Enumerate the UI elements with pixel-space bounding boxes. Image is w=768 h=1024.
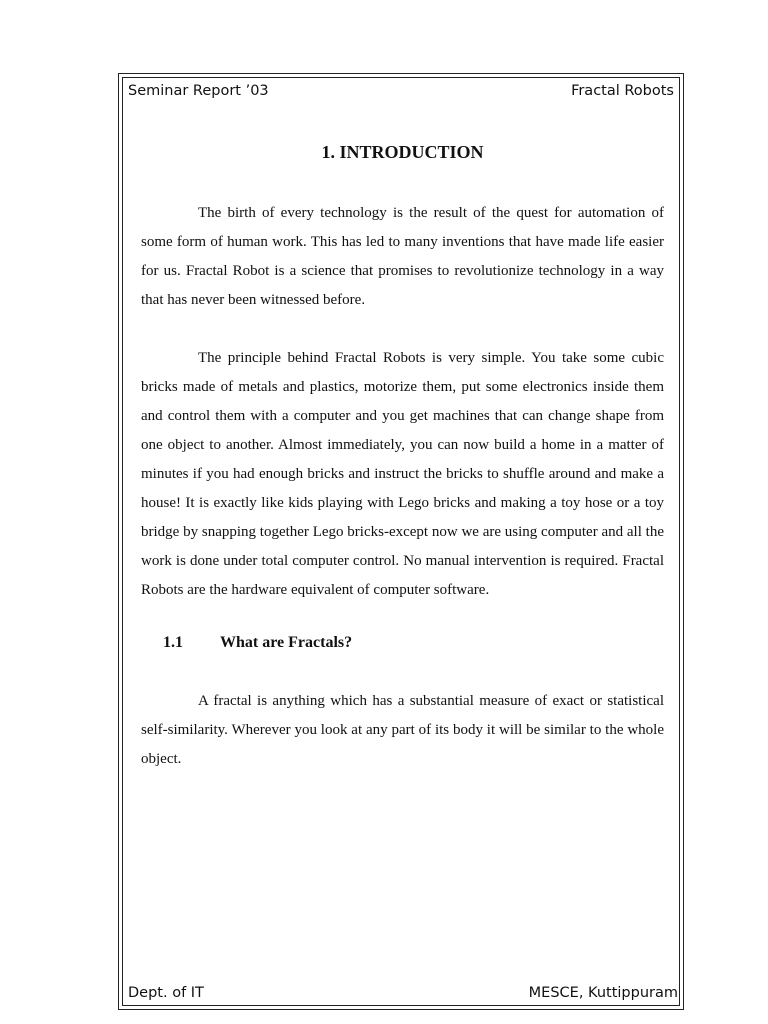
page-body bbox=[141, 140, 664, 774]
chapter-title: 1. INTRODUCTION bbox=[321, 142, 484, 162]
section-heading bbox=[141, 631, 664, 655]
footer-college: MESCE, Kuttippuram bbox=[528, 985, 678, 1001]
paragraph-2: The principle behind Fractal Robots is very simple. You take some cubic bricks made of metals and plastics, motorize them, put some electronics inside them and control them with a computer and you get machines that can change shape from one object to another. Almost immediately, you can now build a home in a matter of minutes if you had enough bricks and instruct the bricks to shuffle around and make a house! It is exactly like kids playing with Lego bricks and making a toy hose or a toy bridge by snapping together Lego bricks-except now we are using computer and all the work is done under total computer control. No manual intervention is required. Fractal Robots are the hardware equivalent of computer software. bbox=[141, 350, 664, 598]
section-number: 1.1 bbox=[163, 634, 183, 651]
paragraph-1: The birth of every technology is the result of the quest for automation of some form of human work. This has led to many inventions that have made life easier for us. Fractal Robot is a science that promises to revolutionize technology in a way that has never been witnessed before. bbox=[141, 205, 664, 308]
paragraph-3: A fractal is anything which has a substantial measure of exact or statistical self-similarity. Wherever you look at any part of its body it will be similar to the whole object. bbox=[141, 693, 664, 767]
header-topic: Fractal Robots bbox=[571, 83, 674, 99]
header-report-title: Seminar Report ’03 bbox=[128, 83, 269, 99]
section-title: What are Fractals? bbox=[220, 634, 353, 651]
footer-department: Dept. of IT bbox=[128, 985, 204, 1001]
